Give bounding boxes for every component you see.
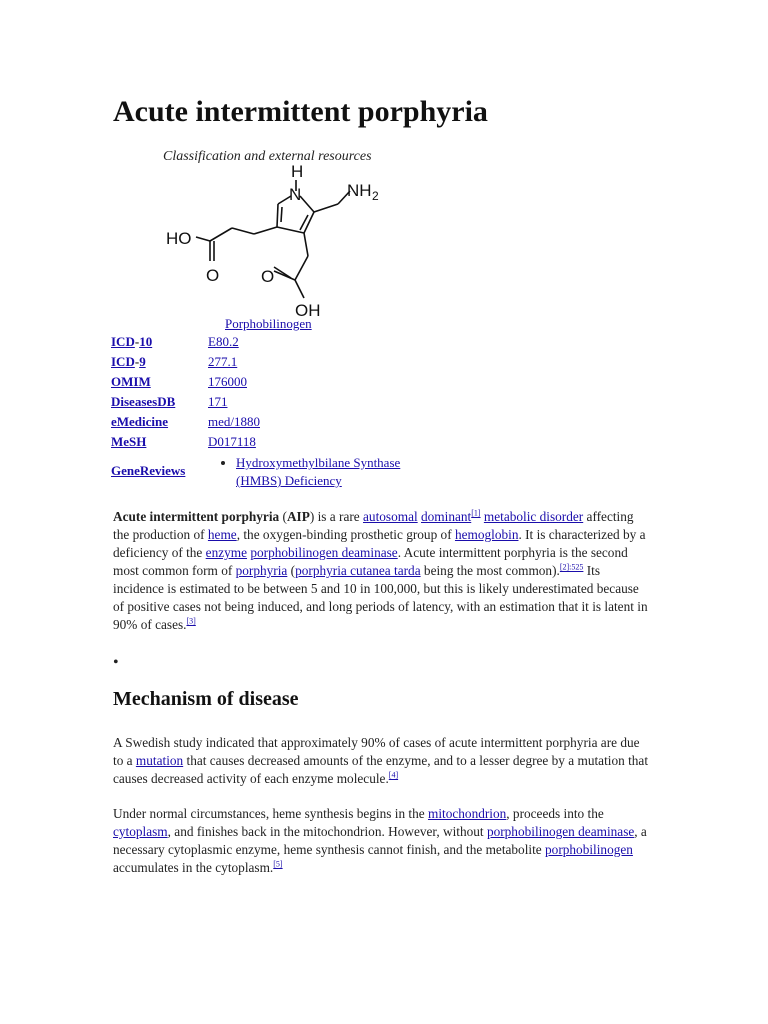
link-cytoplasm[interactable]: cytoplasm xyxy=(113,824,168,839)
infobox-caption: Classification and external resources xyxy=(163,149,372,164)
molecule-atom-ho: HO xyxy=(166,229,192,248)
molecule-atom-n: N xyxy=(289,185,302,204)
infobox-key xyxy=(108,432,200,452)
list-item xyxy=(236,454,446,490)
link-mutation[interactable]: mutation xyxy=(135,753,184,768)
molecule-atom-o2: O xyxy=(261,267,275,286)
infobox-table xyxy=(108,332,449,490)
link-porphyria[interactable]: porphyria xyxy=(235,563,288,578)
reference-link[interactable]: [1] xyxy=(471,508,481,518)
infobox-key-link[interactable]: DiseasesDB xyxy=(111,394,176,409)
infobox-value-link[interactable]: 171 xyxy=(208,394,228,409)
section-heading: Mechanism of disease xyxy=(113,688,299,710)
molecule-atom-h: H xyxy=(291,162,304,181)
infobox-key xyxy=(108,452,200,490)
link-dominant[interactable]: dominant xyxy=(421,509,472,524)
mechanism-paragraph-1: A Swedish study indicated that approximately 90% of cases of acute intermittent porphyria are due to a mutation that causes decreased amounts of the enzyme, and to a lesser degree by a mutation that causes decreased activity of each enzyme molecule.[4] xyxy=(113,735,649,786)
molecule-atom-nh2-subscript: 2 xyxy=(372,189,379,203)
mechanism-paragraph-2: Under normal circumstances, heme synthesis begins in the mitochondrion, proceeds into the cytoplasm, and finishes back in the mitochondrion. However, without porphobilinogen deaminase, a necessary cytoplasmic enzyme, heme synthesis cannot finish, and the metabolite porphobilinogen accumulates in the cytoplasm.[5] xyxy=(113,806,647,875)
infobox-key-link[interactable]: ICD xyxy=(111,354,135,369)
infobox-row-emedicine xyxy=(108,412,449,432)
molecule-atom-o1: O xyxy=(206,266,220,285)
infobox-key-link[interactable]: 10 xyxy=(139,334,153,349)
link-heme[interactable]: heme xyxy=(207,527,237,542)
infobox-value-link[interactable]: E80.2 xyxy=(208,334,239,349)
page-title: Acute intermittent porphyria xyxy=(113,95,488,128)
reference-link[interactable]: [5] xyxy=(273,859,283,869)
infobox-row-genereviews xyxy=(108,452,449,490)
infobox-key: ICD-9 xyxy=(111,354,146,369)
link-autosomal[interactable]: autosomal xyxy=(363,509,418,524)
link-porphobilinogen-deaminase[interactable]: porphobilinogen deaminase xyxy=(486,824,635,839)
bullet-marker: • xyxy=(113,654,119,671)
reference-link[interactable]: [2]:525 xyxy=(559,562,584,572)
intro-paragraph: Acute intermittent porphyria (AIP) is a rare autosomal dominant[1] metabolic disorder affecting the production of heme, the oxygen-binding prosthetic group of hemoglobin. It is characterized by a deficiency of the enzyme porphobilinogen deaminase. Acute intermittent porphyria is the second most common form of porphyria (porphyria cutanea tarda being the most common).$^{[2]:525}$ Its incidence is estimated to be between 5 and 10 in 100,000, but this is likely underestimated because of positive cases not being induced, and long periods of latency, with an estimation that it is latent in 90% of cases.[3] xyxy=(113,508,648,632)
reference-link[interactable]: [4] xyxy=(388,770,399,780)
link-hemoglobin[interactable]: hemoglobin xyxy=(454,527,519,542)
infobox-row-mesh xyxy=(108,432,449,452)
infobox-row-omim xyxy=(108,372,449,392)
link-mitochondrion[interactable]: mitochondrion xyxy=(427,806,507,821)
link-porphobilinogen-deaminase[interactable]: porphobilinogen deaminase xyxy=(250,545,398,560)
link-porphyria-cutanea-tarda[interactable]: porphyria cutanea tarda xyxy=(295,563,421,578)
genereviews-list xyxy=(200,454,446,490)
infobox-key xyxy=(108,392,200,412)
infobox-value-link[interactable]: 176000 xyxy=(208,374,247,389)
molecule-atom-nh: NH xyxy=(347,181,372,200)
infobox-key-link[interactable]: ICD xyxy=(111,334,135,349)
infobox-key-link[interactable]: MeSH xyxy=(111,434,147,449)
infobox-value-link[interactable]: D017118 xyxy=(208,434,256,449)
link-porphobilinogen[interactable]: porphobilinogen xyxy=(545,842,633,857)
molecule-name-link[interactable]: Porphobilinogen xyxy=(225,316,312,331)
link-enzyme[interactable]: enzyme xyxy=(205,545,248,560)
link-metabolic-disorder[interactable]: metabolic disorder xyxy=(483,509,584,524)
reference-link[interactable]: [3] xyxy=(186,616,196,626)
infobox-key-link[interactable]: eMedicine xyxy=(111,414,169,429)
infobox-key xyxy=(108,372,200,392)
infobox-key-link[interactable]: GeneReviews xyxy=(111,463,186,478)
molecule-atom-oh: OH xyxy=(295,301,321,320)
infobox-key-link[interactable]: OMIM xyxy=(111,374,151,389)
infobox-row-icd10 xyxy=(108,332,449,352)
infobox-row-icd9 xyxy=(108,352,449,372)
infobox-key-link[interactable]: 9 xyxy=(139,354,146,369)
infobox-key xyxy=(108,412,200,432)
infobox-key: ICD-10 xyxy=(111,334,153,349)
infobox-value-link[interactable]: 277.1 xyxy=(208,354,238,369)
infobox-row-diseasesdb xyxy=(108,392,449,412)
molecule-structure-image xyxy=(160,160,390,320)
infobox-value-link[interactable]: Hydroxymethylbilane Synthase (HMBS) Deficiency xyxy=(236,455,401,488)
infobox-value-link[interactable]: med/1880 xyxy=(208,414,260,429)
